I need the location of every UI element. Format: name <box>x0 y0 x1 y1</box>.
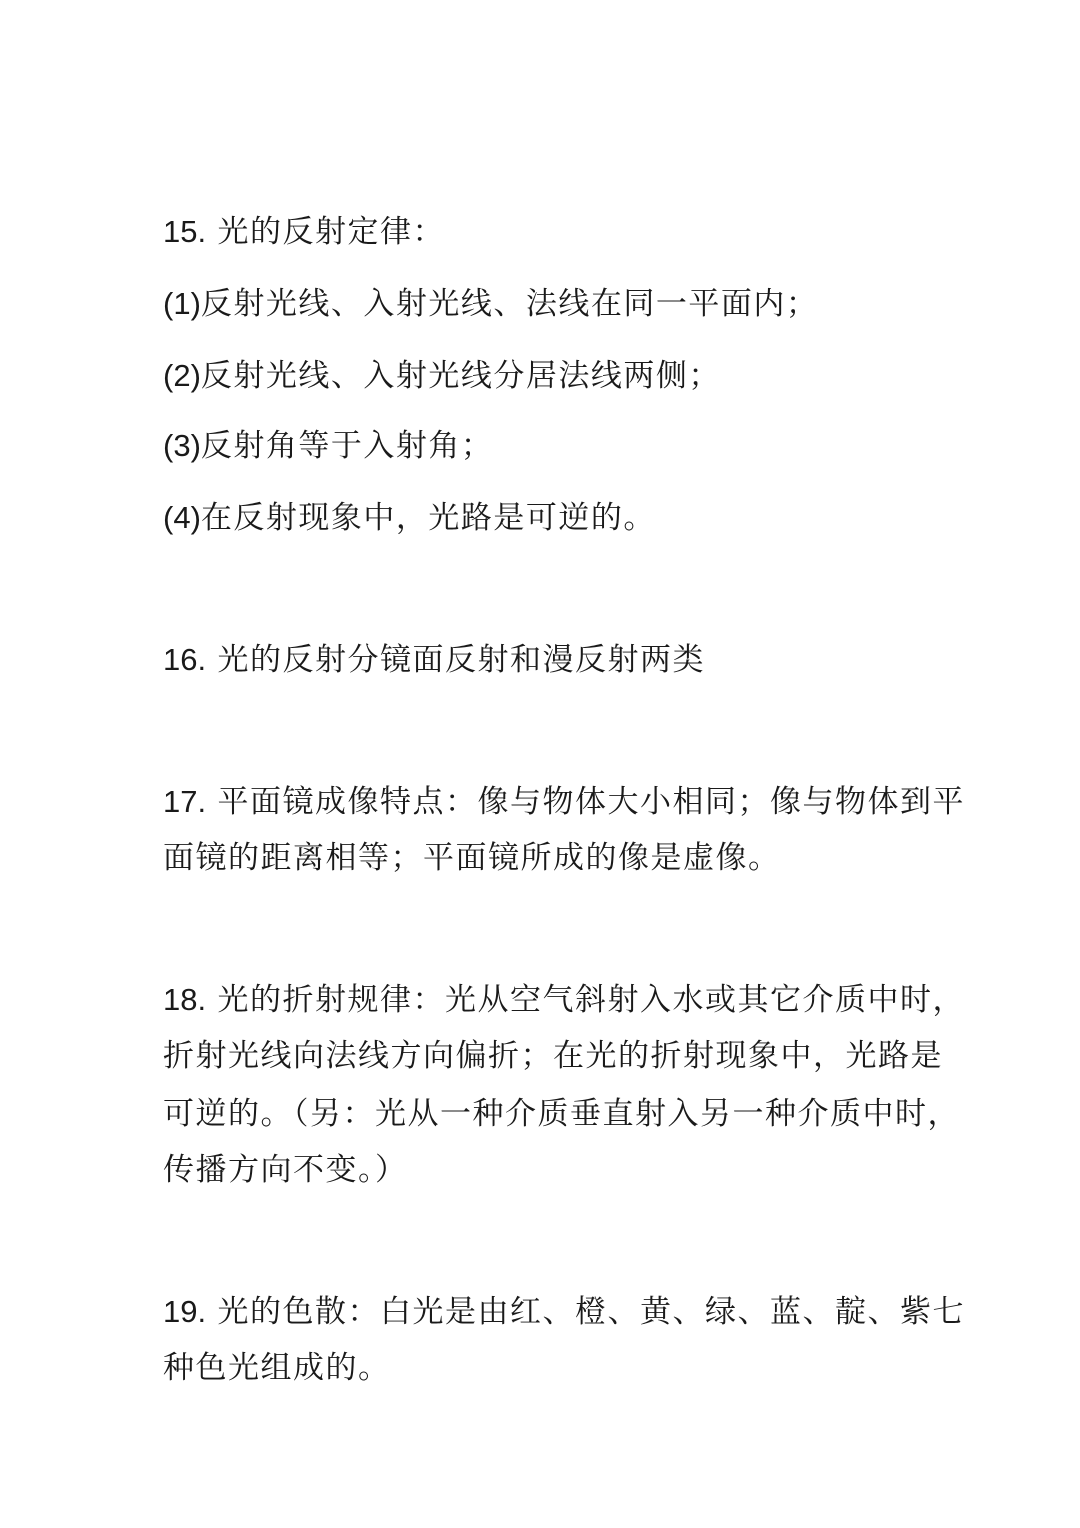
subitem-text: 在反射现象中，光路是可逆的。 <box>200 500 656 536</box>
subitem-text: 反射光线、入射光线分居法线两侧； <box>200 358 721 394</box>
item-19-line-2 <box>163 1348 391 1388</box>
item-text: 种色光组成的。 <box>163 1350 391 1386</box>
subitem-marker: (1) <box>163 286 201 321</box>
subitem-1 <box>163 284 818 324</box>
item-18-line-4 <box>163 1150 408 1190</box>
item-number: 17. <box>163 784 207 819</box>
subitem-3 <box>163 426 493 466</box>
subitem-text: 反射光线、入射光线、法线在同一平面内； <box>200 286 819 322</box>
item-text: 光的反射定律： <box>217 214 445 250</box>
item-number: 16. <box>163 642 207 677</box>
item-number: 15. <box>163 214 207 249</box>
item-19-line-1 <box>163 1292 965 1332</box>
item-18-line-1 <box>163 980 965 1020</box>
item-text: 可逆的。（另：光从一种介质垂直射入另一种介质中时， <box>163 1096 960 1132</box>
subitem-marker: (4) <box>163 500 201 535</box>
item-17-line-2 <box>163 838 781 878</box>
item-text: 面镜的距离相等；平面镜所成的像是虚像。 <box>163 840 781 876</box>
item-number: 19. <box>163 1294 207 1329</box>
item-18-line-2 <box>163 1036 943 1076</box>
item-text: 光的色散：白光是由红、橙、黄、绿、蓝、靛、紫七 <box>217 1294 965 1330</box>
subitem-text: 反射角等于入射角； <box>200 428 494 464</box>
subitem-2 <box>163 356 721 396</box>
item-text: 折射光线向法线方向偏折；在光的折射现象中，光路是 <box>163 1038 943 1074</box>
item-text: 光的折射规律：光从空气斜射入水或其它介质中时， <box>217 982 965 1018</box>
subitem-4 <box>163 498 656 538</box>
item-text: 光的反射分镜面反射和漫反射两类 <box>217 642 705 678</box>
item-text: 传播方向不变。） <box>163 1152 408 1188</box>
item-text: 平面镜成像特点：像与物体大小相同；像与物体到平 <box>217 784 965 820</box>
item-17-line-1 <box>163 782 965 822</box>
item-16 <box>163 640 705 680</box>
subitem-marker: (2) <box>163 358 201 393</box>
item-15-heading <box>163 212 445 252</box>
subitem-marker: (3) <box>163 428 201 463</box>
item-number: 18. <box>163 982 207 1017</box>
item-18-line-3 <box>163 1094 960 1134</box>
